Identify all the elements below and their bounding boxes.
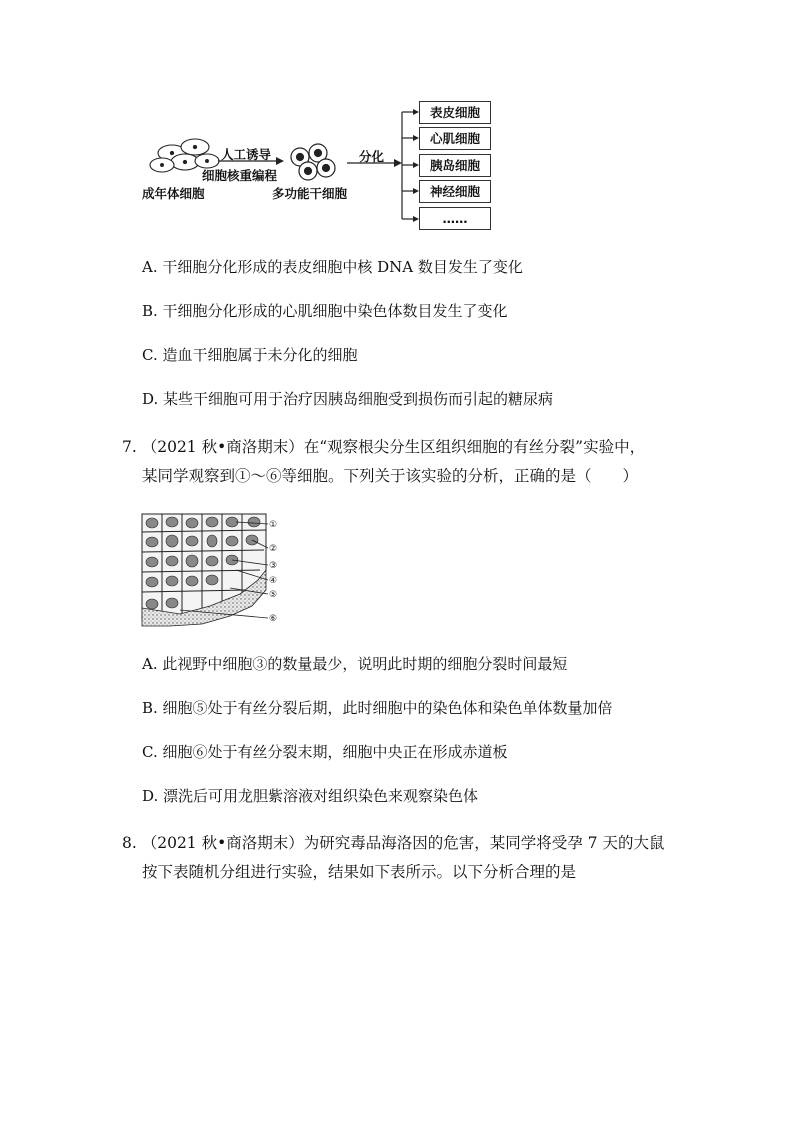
q6-option-c: C. 造血干细胞属于未分化的细胞 bbox=[142, 346, 358, 364]
differentiate-label: 分化 bbox=[359, 149, 385, 164]
micrograph-label-6: ⑥ bbox=[269, 614, 278, 624]
root-tip-micrograph bbox=[140, 510, 295, 628]
q7-option-a: A. 此视野中细胞③的数量最少，说明此时期的细胞分裂时间最短 bbox=[142, 655, 568, 673]
q7-option-c: C. 细胞⑥处于有丝分裂末期，细胞中央正在形成赤道板 bbox=[142, 743, 508, 761]
q8-stem-line1: 8. （2021 秋•商洛期末）为研究毒品海洛因的危害，某同学将受孕 7 天的大鼠 bbox=[122, 834, 665, 852]
micrograph-label-4: ④ bbox=[269, 576, 278, 586]
q7-option-b: B. 细胞⑤处于有丝分裂后期，此时细胞中的染色体和染色单体数量加倍 bbox=[142, 699, 613, 717]
outcome-box-more: …… bbox=[419, 207, 491, 230]
micrograph-label-5: ⑤ bbox=[269, 590, 278, 600]
q6-option-a: A. 干细胞分化形成的表皮细胞中核 DNA 数目发生了变化 bbox=[142, 258, 523, 276]
stem-cells-label: 多功能干细胞 bbox=[272, 186, 348, 201]
arrow-bottom-label: 细胞核重编程 bbox=[202, 168, 278, 183]
adult-cells-label: 成年体细胞 bbox=[142, 186, 205, 201]
micrograph-label-2: ② bbox=[269, 544, 278, 554]
stem-cells-illustration bbox=[291, 144, 335, 180]
outcome-box-neural: 神经细胞 bbox=[419, 180, 491, 203]
outcome-box-cardiac: 心肌细胞 bbox=[419, 127, 491, 150]
outcome-box-epidermal: 表皮细胞 bbox=[419, 101, 491, 124]
micrograph-label-3: ③ bbox=[269, 561, 278, 571]
q8-stem-line2: 按下表随机分组进行实验，结果如下表所示。以下分析合理的是 bbox=[142, 863, 577, 881]
q6-option-b: B. 干细胞分化形成的心肌细胞中染色体数目发生了变化 bbox=[142, 302, 508, 320]
micrograph-label-1: ① bbox=[269, 520, 278, 530]
q6-option-d: D. 某些干细胞可用于治疗因胰岛细胞受到损伤而引起的糖尿病 bbox=[142, 390, 554, 408]
q7-stem-line2: 某同学观察到①～⑥等细胞。下列关于该实验的分析，正确的是（ ） bbox=[142, 467, 639, 485]
micrograph-graphics bbox=[140, 510, 295, 628]
q7-option-d: D. 漂洗后可用龙胆紫溶液对组织染色来观察染色体 bbox=[142, 787, 479, 805]
outcome-box-islet: 胰岛细胞 bbox=[419, 154, 491, 177]
q7-stem-line1: 7. （2021 秋•商洛期末）在“观察根尖分生区组织细胞的有丝分裂”实验中， bbox=[122, 438, 646, 456]
arrow-top-label: 人工诱导 bbox=[221, 147, 272, 162]
